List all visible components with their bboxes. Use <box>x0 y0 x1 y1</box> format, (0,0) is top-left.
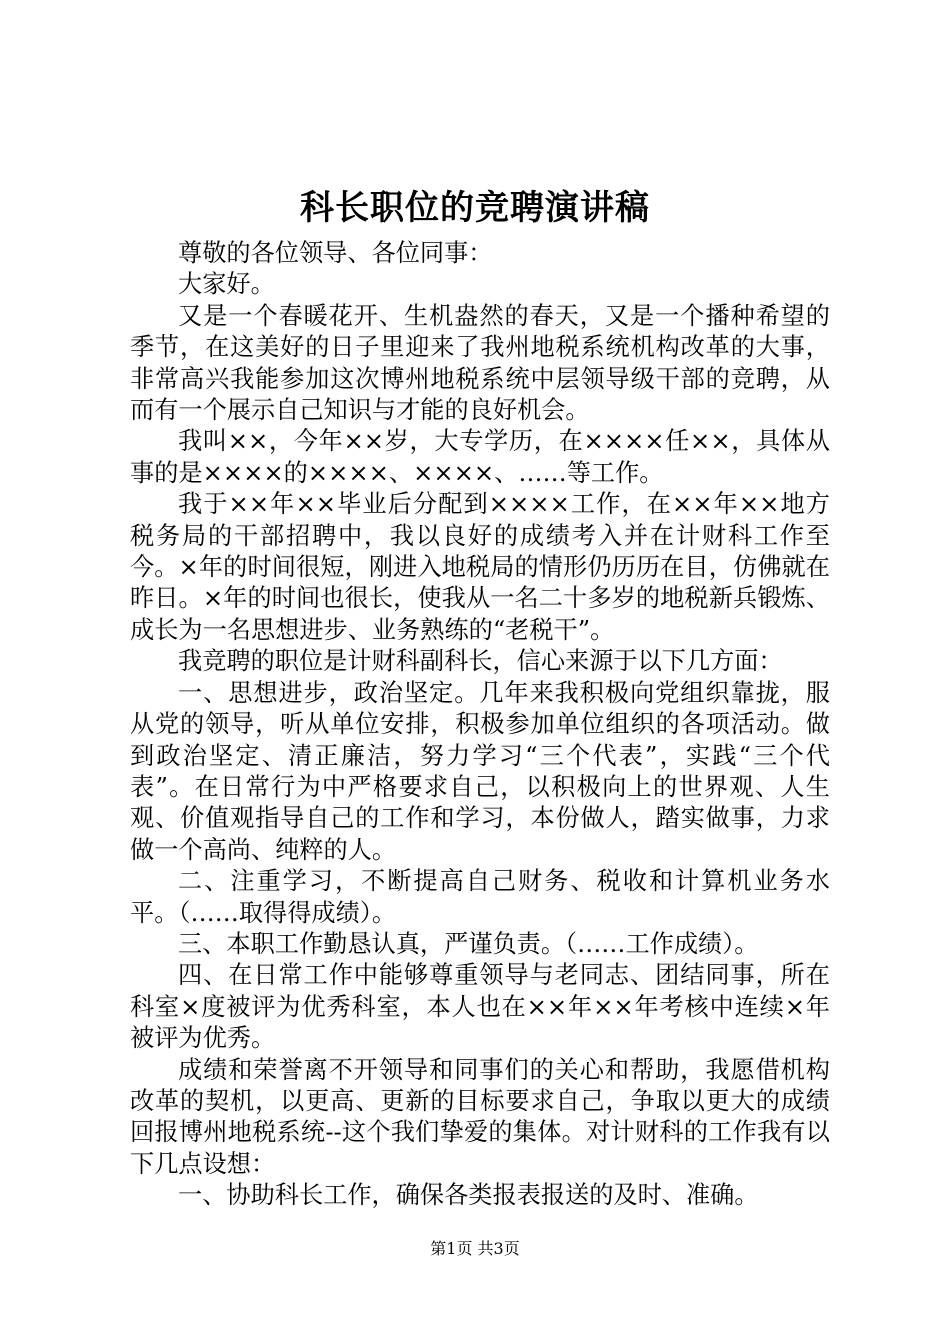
paragraph: 三、本职工作勤恳认真，严谨负责。（……工作成绩）。 <box>178 929 759 958</box>
document-body <box>130 238 830 1212</box>
paragraph: 成绩和荣誉离不开领导和同事们的关心和帮助，我愿借机构改革的契机，以更高、更新的目标要求自己，争取以更大的成绩回报博州地税系统--这个我们挚爱的集体。对计财科的工作我有以下几点设想： <box>130 1055 830 1178</box>
paragraph-greeting: 大家好。 <box>178 270 275 299</box>
page-number-footer: 第1页 共3页 <box>430 1239 520 1258</box>
document-title: 科长职位的竞聘演讲稿 <box>300 188 650 228</box>
paragraph: 二、注重学习，不断提高自己财务、税收和计算机业务水平。（……取得得成绩）。 <box>130 867 830 927</box>
paragraph: 我叫××，今年××岁，大专学历，在××××任××，具体从事的是××××的××××、××××、……等工作。 <box>130 427 830 487</box>
paragraph: 我于××年××毕业后分配到××××工作，在××年××地方税务局的干部招聘中，我以良好的成绩考入并在计财科工作至今。×年的时间很短，刚进入地税局的情形仍历历在目，仿佛就在昨日。×年的时间也很长，使我从一名二十多岁的地税新兵锻炼、成长为一名思想进步、业务熟练的“老税干”。 <box>130 490 830 644</box>
paragraph: 一、协助科长工作，确保各类报表报送的及时、准确。 <box>178 1181 759 1210</box>
paragraph: 一、思想进步，政治坚定。几年来我积极向党组织靠拢，服从党的领导，听从单位安排，积极参加单位组织的各项活动。做到政治坚定、清正廉洁，努力学习“三个代表”，实践“三个代表”。在日常行为中严格要求自己，以积极向上的世界观、人生观、价值观指导自己的工作和学习，本份做人，踏实做事，力求做一个高尚、纯粹的人。 <box>130 678 830 864</box>
paragraph-salutation: 尊敬的各位领导、各位同事： <box>178 239 493 267</box>
paragraph: 我竞聘的职位是计财科副科长，信心来源于以下几方面： <box>178 647 783 676</box>
paragraph: 四、在日常工作中能够尊重领导与老同志、团结同事，所在科室×度被评为优秀科室，本人也在××年××年考核中连续×年被评为优秀。 <box>130 961 830 1053</box>
paragraph: 又是一个春暖花开、生机盎然的春天，又是一个播种希望的季节，在这美好的日子里迎来了我州地税系统机构改革的大事，非常高兴我能参加这次博州地税系统中层领导级干部的竞聘，从而有一个展示自己知识与才能的良好机会。 <box>130 301 830 425</box>
